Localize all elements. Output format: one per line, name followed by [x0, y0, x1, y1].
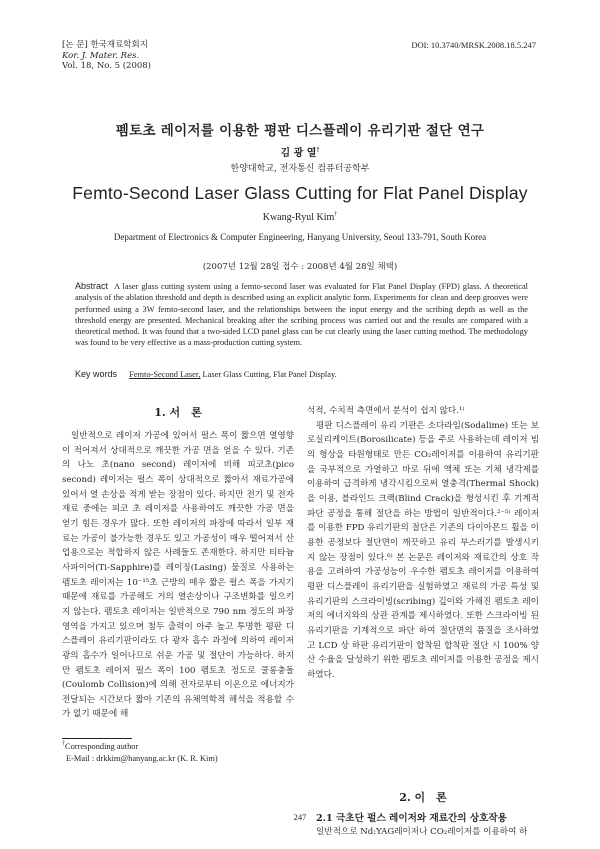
footnote-mark: † — [62, 741, 65, 748]
keywords-label: Key words — [75, 369, 118, 379]
keywords — [75, 369, 528, 379]
doi: DOI: 10.3740/MRSK.2008.18.5.247 — [411, 40, 536, 50]
footnote-rule — [62, 738, 132, 739]
paragraph: 석적, 수치적 측면에서 분석이 쉽지 않다.¹⁾ — [307, 406, 465, 416]
abstract — [75, 281, 528, 349]
left-column — [62, 429, 294, 722]
author-en-mark: † — [334, 211, 338, 218]
author-email: E-Mail : drkkim@hanyang.ac.kr (K. R. Kim) — [66, 753, 218, 763]
author-kr-name: 김 광 열 — [280, 148, 317, 159]
page-number: 247 — [293, 812, 307, 822]
keyword: Femto-Second Laser, — [129, 370, 201, 379]
journal-name-kr: [논 문] 한국재료학회지 — [62, 40, 148, 50]
right-column-continued — [307, 825, 539, 840]
journal-volume: Vol. 18, No. 5 (2008) — [62, 61, 152, 71]
author-mark: † — [316, 146, 320, 154]
author-kr — [0, 144, 600, 159]
affiliation-en: Department of Electronics & Computer Engineering, Hanyang University, Seoul 133-791, South Korea — [113, 232, 487, 242]
corresponding-author — [62, 741, 218, 753]
journal-header — [62, 40, 151, 72]
affiliation-kr: 한양대학교, 전자통신 컴퓨터공학부 — [230, 164, 370, 174]
paragraph: 일반적으로 레이저 가공에 있어서 펄스 폭이 짧으면 열영향이 적어져서 상대적으로 깨끗한 가공 면을 얻을 수 있다. 기존의 나노 초(nano second) 레이저에 비해 피코초(pico second) 레이저는 펄스 폭이 상대적으로 짧아서 재료가공에 있어서 열 손상을 적게 받는 장점이 있다. 하지만 전기 및 전자 재료 중에는 피코 초 레이저를 사용하여도 깨끗한 가공 면을 얻기 힘든 경우가 많다. 또한 레이저의 파장에 따라서 일부 재료는 가공이 불가능한 경우도 있고 가공성이 매우 떨어져서 산업용으로는 적합하지 않은 사례들도 존재한다. 하지만 티타늄 사파이어(Ti-Sapphire)를 레이징(Lasing) 물질로 사용하는 펨토초 레이저는 10⁻¹⁵초 근방의 매우 짧은 펄스 폭을 가지기 때문에 재료를 가공해도 거의 열손상이나 구조변화를 일으키지 않는다. 펨토초 레이저는 일반적으로 790 nm 정도의 파장영역을 가지고 있으며 첨두 출력이 아주 높고 투명한 평판 디스플레이 유리기판이라도 다 광자 흡수 과정에 의하여 레이저 광의 흡수가 일어나므로 쉬운 가공 및 절단이 가능하다. 하지만 펨토초 레이저 펄스 폭이 100 펨토초 정도로 쿨롱충돌(Coulomb Collision)에 의해 전자로부터 이온으로 에너지가 전달되는 시간보다 짧아 기존의 유체역학적 해석을 적용할 수가 없기 때문에 해 — [62, 431, 294, 720]
paragraph: 일반적으로 Nd:YAG레이저나 CO₂레이저를 이용하여 하 — [316, 827, 528, 837]
keyword: Flat Panel Display. — [273, 370, 337, 379]
paragraph: 평판 디스플레이 유리 기판은 소다라임(Sodalime) 또는 보로실리케이트(Borosilicate) 등을 주로 사용하는데 레이저 빔의 형상을 타원형태로 만든 CO₂레이저를 이용하여 유리기판을 국부적으로 가열하고 바로 뒤에 액체 또는 기체 냉각제를 이용하여 급격하게 냉각시킴으로써 열충격(Thermal Shock)을 이용, 블라인드 크랙(Blind Crack)을 형성시킨 후 기계적 파단 공정을 통해 절단을 하는 방법이 일반적이다.²⁻⁵⁾ 레이저를 이용한 FPD 유리기판의 절단은 기존의 다이아몬드 휠을 이용한 공정보다 절단면이 깨끗하고 유리 부스러기를 발생시키지 않는 장점이 있다.⁶⁾ 본 논문은 레이저와 재료간의 상호 작용을 고려하여 가공성능이 우수한 펨토초 레이저를 이용하여 평판 디스플레이 유리기판을 실험하였고 재료의 가공 특성 및 유리기판의 스크라이빙(scribing) 깊이와 가해진 펨토초 레이저의 에너지와의 상관 관계를 제시하였다. 또한 스크라이빙 된 유리기판을 기계적으로 파단 하여 절단면의 품질을 조사하였고 LCD 상 하판 유리기판이 합착된 합착판 절단 시 100% 양산 수율을 달성하기 위한 펨토초 레이저를 이용한 공정을 제시하였다. — [307, 420, 539, 680]
subsection-2-1-heading: 2.1 극초단 펄스 레이저와 재료간의 상호작용 — [316, 813, 507, 824]
corresponding-author-label: Corresponding author — [65, 742, 139, 751]
title-en: Femto-Second Laser Glass Cutting for Flat Panel Display — [72, 183, 528, 203]
abstract-label: Abstract — [75, 281, 109, 291]
received-dates: (2007년 12월 28일 접수 : 2008년 4월 28일 채택) — [202, 262, 398, 272]
footnote — [62, 741, 218, 764]
title-kr: 펨토초 레이저를 이용한 평판 디스플레이 유리기판 절단 연구 — [115, 123, 485, 139]
section-1-heading: 1. 서 론 — [154, 406, 202, 419]
abstract-text: A laser glass cutting system using a femto-second laser was evaluated for Flat Panel Display (FPD) glass. A theoretical analysis of the ablation threshold and depth is described using an explicit analytic form. Experiments for clean and deep grooves were performed using a 3W femto-second laser, and the relationships between the input energy and the scribing depth as well as the threshold energy are presented. Mechanical breaking after the scribing process was carried out and the results are compared with a theoretical method. It was found that a two-sided LCD panel glass can be cut clearly using the laser cutting method. The methodology was found to be very effective as a mass-production cutting system. — [75, 282, 528, 348]
keyword: Laser Glass Cutting, — [202, 370, 272, 379]
author-en — [0, 212, 600, 223]
author-en-name: Kwang-Ryul Kim — [262, 212, 335, 223]
right-column — [307, 404, 539, 682]
journal-name-en: Kor. J. Mater. Res. — [62, 50, 140, 61]
section-2-heading: 2. 이 론 — [399, 791, 447, 804]
